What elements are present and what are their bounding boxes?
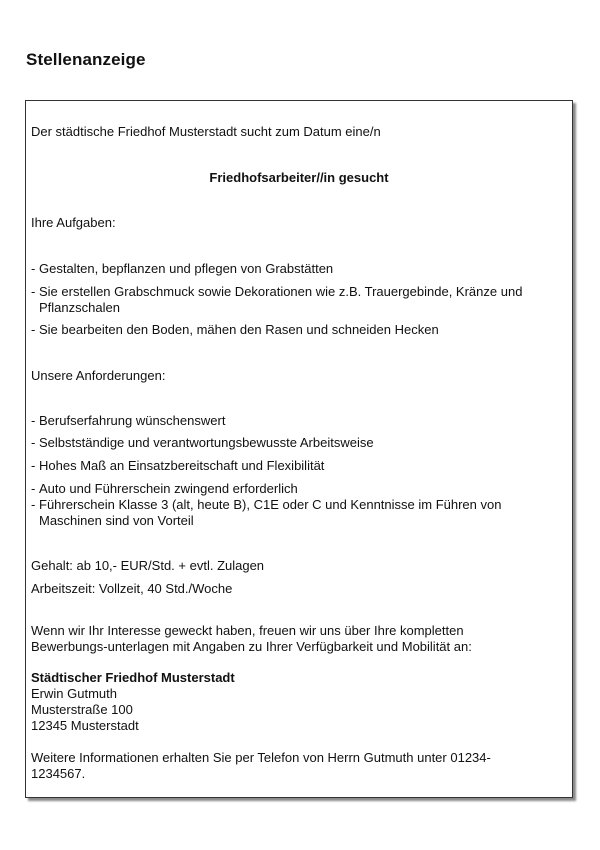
task-item-text: Gestalten, bepflanzen und pflegen von Grabstätten (39, 261, 334, 276)
requirement-item (31, 435, 561, 451)
task-item (31, 322, 561, 338)
requirement-item-text: Berufserfahrung wünschenswert (39, 413, 226, 428)
requirement-item (31, 497, 561, 529)
intro-text: Der städtische Friedhof Musterstadt sucht zum Datum eine/n (31, 124, 381, 139)
working-time-text: Arbeitszeit: Vollzeit, 40 Std./Woche (31, 581, 233, 596)
bullet-dash: - (31, 481, 36, 496)
requirement-item-text: Führerschein Klasse 3 (alt, heute B), C1E oder C und Kenntnisse im Führen von Maschinen sind von Vorteil (39, 497, 502, 528)
bullet-dash: - (31, 261, 36, 276)
job-title: Friedhofsarbeiter//in gesucht (209, 170, 389, 185)
task-item (31, 284, 561, 316)
bullet-dash: - (31, 435, 36, 450)
bullet-dash: - (31, 497, 36, 512)
job-ad-box (25, 100, 573, 798)
bullet-dash: - (31, 322, 36, 337)
task-item-text: Sie erstellen Grabschmuck sowie Dekorationen wie z.B. Trauergebinde, Kränze und Pflanzschalen (39, 284, 523, 315)
task-item-text: Sie bearbeiten den Boden, mähen den Rasen und schneiden Hecken (39, 322, 439, 337)
contact-city: 12345 Musterstadt (31, 718, 139, 733)
bullet-dash: - (31, 413, 36, 428)
tasks-heading: Ihre Aufgaben: (31, 215, 116, 230)
contact-street: Musterstraße 100 (31, 702, 133, 717)
closing-text-line2: Bewerbungs-unterlagen mit Angaben zu Ihrer Verfügbarkeit und Mobilität an: (31, 639, 472, 654)
contact-name: Erwin Gutmuth (31, 686, 117, 701)
more-info-line2: 1234567. (31, 766, 86, 781)
bullet-dash: - (31, 284, 36, 299)
more-info-line1: Weitere Informationen erhalten Sie per Telefon von Herrn Gutmuth unter 01234- (31, 750, 491, 765)
requirement-item-text: Auto und Führerschein zwingend erforderlich (39, 481, 298, 496)
contact-organization: Städtischer Friedhof Musterstadt (31, 670, 235, 685)
bullet-dash: - (31, 458, 36, 473)
requirement-item-text: Selbstständige und verantwortungsbewusste Arbeitsweise (39, 435, 374, 450)
closing-text-line1: Wenn wir Ihr Interesse geweckt haben, freuen wir uns über Ihre kompletten (31, 623, 464, 638)
requirement-item (31, 413, 561, 429)
salary-text: Gehalt: ab 10,- EUR/Std. + evtl. Zulagen (31, 558, 265, 573)
requirement-item-text: Hohes Maß an Einsatzbereitschaft und Flexibilität (39, 458, 325, 473)
task-item (31, 261, 561, 277)
page-title: Stellenanzeige (26, 50, 146, 69)
requirement-item (31, 458, 561, 474)
requirements-heading: Unsere Anforderungen: (31, 368, 166, 383)
requirement-item (31, 481, 561, 497)
